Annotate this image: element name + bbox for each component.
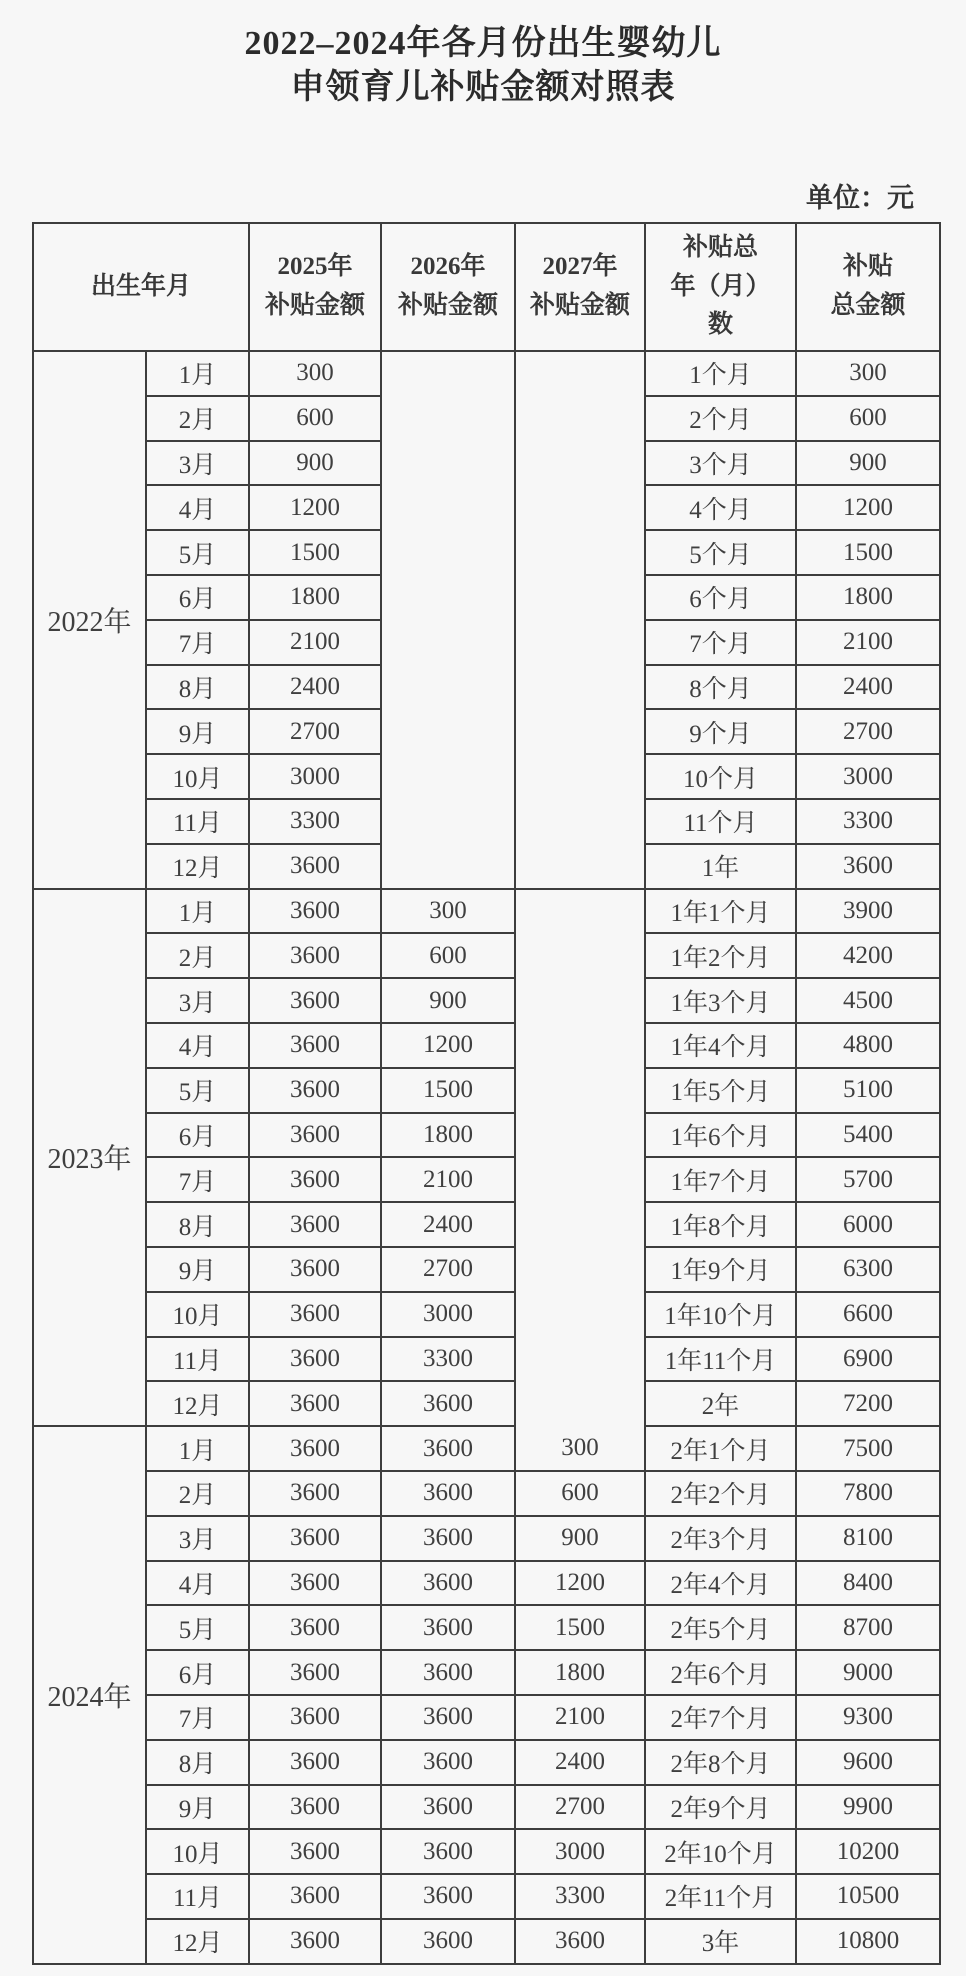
table-row xyxy=(33,1785,940,1830)
period-cell: 1年10个月 xyxy=(645,1292,796,1337)
page-title-line1: 2022–2024年各月份出生婴幼儿 xyxy=(244,25,722,62)
amount-2025-cell: 900 xyxy=(249,441,381,486)
month-cell: 7月 xyxy=(146,1695,249,1740)
month-cell: 6月 xyxy=(146,1113,249,1158)
month-cell: 10月 xyxy=(146,1292,249,1337)
total-amount-cell: 2700 xyxy=(796,709,940,754)
period-cell: 1年9个月 xyxy=(645,1247,796,1292)
amount-2025-cell: 3600 xyxy=(249,1785,381,1830)
amount-2025-cell: 3600 xyxy=(249,1740,381,1785)
period-cell: 2年10个月 xyxy=(645,1829,796,1874)
amount-2025-cell: 1800 xyxy=(249,575,381,620)
amount-2025-cell: 3600 xyxy=(249,1829,381,1874)
amount-2025-cell: 3600 xyxy=(249,1337,381,1382)
total-amount-cell: 9000 xyxy=(796,1650,940,1695)
month-cell: 1月 xyxy=(146,1426,249,1471)
amount-2025-cell: 3600 xyxy=(249,1516,381,1561)
period-cell: 9个月 xyxy=(645,709,796,754)
page-title xyxy=(0,22,966,110)
header-total-amount: 补贴 总金额 xyxy=(796,223,940,351)
period-cell: 4个月 xyxy=(645,485,796,530)
amount-2027-cell: 2700 xyxy=(515,1785,645,1830)
total-amount-cell: 5700 xyxy=(796,1157,940,1202)
table-row xyxy=(33,1292,940,1337)
table-row xyxy=(33,1919,940,1964)
table-row xyxy=(33,1874,940,1919)
amount-2025-cell: 3600 xyxy=(249,1023,381,1068)
total-amount-cell: 4800 xyxy=(796,1023,940,1068)
amount-2025-cell: 3600 xyxy=(249,1292,381,1337)
month-cell: 6月 xyxy=(146,1650,249,1695)
amount-2025-cell: 3600 xyxy=(249,1874,381,1919)
total-amount-cell: 600 xyxy=(796,396,940,441)
month-cell: 9月 xyxy=(146,1247,249,1292)
total-amount-cell: 2100 xyxy=(796,620,940,665)
month-cell: 5月 xyxy=(146,1605,249,1650)
month-cell: 3月 xyxy=(146,441,249,486)
month-cell: 9月 xyxy=(146,1785,249,1830)
period-cell: 5个月 xyxy=(645,530,796,575)
blank-2027-cell xyxy=(515,889,645,1427)
period-cell: 2年2个月 xyxy=(645,1471,796,1516)
amount-2025-cell: 3000 xyxy=(249,754,381,799)
period-cell: 1年3个月 xyxy=(645,978,796,1023)
amount-2025-cell: 600 xyxy=(249,396,381,441)
year-cell: 2023年 xyxy=(33,889,146,1427)
total-amount-cell: 300 xyxy=(796,351,940,396)
month-cell: 8月 xyxy=(146,665,249,710)
total-amount-cell: 9600 xyxy=(796,1740,940,1785)
table-row xyxy=(33,1337,940,1382)
amount-2025-cell: 300 xyxy=(249,351,381,396)
total-amount-cell: 10200 xyxy=(796,1829,940,1874)
amount-2025-cell: 3300 xyxy=(249,799,381,844)
month-cell: 5月 xyxy=(146,530,249,575)
total-amount-cell: 6600 xyxy=(796,1292,940,1337)
amount-2027-cell: 300 xyxy=(515,1426,645,1471)
amount-2027-cell: 2100 xyxy=(515,1695,645,1740)
period-cell: 2年11个月 xyxy=(645,1874,796,1919)
table-row xyxy=(33,1471,940,1516)
amount-2025-cell: 3600 xyxy=(249,1068,381,1113)
total-amount-cell: 1200 xyxy=(796,485,940,530)
amount-2025-cell: 1200 xyxy=(249,485,381,530)
amount-2027-cell: 1200 xyxy=(515,1561,645,1606)
month-cell: 7月 xyxy=(146,620,249,665)
amount-2027-cell: 3300 xyxy=(515,1874,645,1919)
unit-label: 单位：元 xyxy=(806,183,914,213)
header-row xyxy=(33,223,940,351)
amount-2026-cell: 600 xyxy=(381,933,515,978)
amount-2026-cell: 900 xyxy=(381,978,515,1023)
table-row xyxy=(33,1426,940,1471)
period-cell: 2个月 xyxy=(645,396,796,441)
total-amount-cell: 5400 xyxy=(796,1113,940,1158)
period-cell: 2年3个月 xyxy=(645,1516,796,1561)
amount-2025-cell: 3600 xyxy=(249,844,381,889)
total-amount-cell: 900 xyxy=(796,441,940,486)
amount-2026-cell: 3600 xyxy=(381,1785,515,1830)
blank-2027-cell xyxy=(515,351,645,889)
amount-2026-cell: 3600 xyxy=(381,1829,515,1874)
amount-2025-cell: 3600 xyxy=(249,889,381,934)
period-cell: 1年1个月 xyxy=(645,889,796,934)
month-cell: 8月 xyxy=(146,1202,249,1247)
month-cell: 6月 xyxy=(146,575,249,620)
table-row xyxy=(33,1202,940,1247)
amount-2026-cell: 1500 xyxy=(381,1068,515,1113)
table-row xyxy=(33,1605,940,1650)
amount-2027-cell: 600 xyxy=(515,1471,645,1516)
month-cell: 10月 xyxy=(146,754,249,799)
period-cell: 3年 xyxy=(645,1919,796,1964)
amount-2026-cell: 3300 xyxy=(381,1337,515,1382)
subsidy-table xyxy=(32,222,941,1965)
amount-2026-cell: 1200 xyxy=(381,1023,515,1068)
amount-2025-cell: 3600 xyxy=(249,978,381,1023)
month-cell: 5月 xyxy=(146,1068,249,1113)
amount-2025-cell: 2400 xyxy=(249,665,381,710)
year-cell: 2024年 xyxy=(33,1426,146,1964)
total-amount-cell: 8400 xyxy=(796,1561,940,1606)
table-row xyxy=(33,1695,940,1740)
table-body xyxy=(33,351,940,1964)
amount-2025-cell: 3600 xyxy=(249,1113,381,1158)
table-row xyxy=(33,1023,940,1068)
amount-2025-cell: 2700 xyxy=(249,709,381,754)
table-row xyxy=(33,1247,940,1292)
amount-2025-cell: 3600 xyxy=(249,1247,381,1292)
total-amount-cell: 6300 xyxy=(796,1247,940,1292)
amount-2025-cell: 3600 xyxy=(249,1650,381,1695)
total-amount-cell: 10800 xyxy=(796,1919,940,1964)
blank-2026-cell xyxy=(381,351,515,889)
amount-2026-cell: 3600 xyxy=(381,1561,515,1606)
amount-2025-cell: 3600 xyxy=(249,1695,381,1740)
period-cell: 1年8个月 xyxy=(645,1202,796,1247)
total-amount-cell: 9300 xyxy=(796,1695,940,1740)
amount-2026-cell: 2400 xyxy=(381,1202,515,1247)
month-cell: 7月 xyxy=(146,1157,249,1202)
period-cell: 8个月 xyxy=(645,665,796,710)
amount-2025-cell: 3600 xyxy=(249,1381,381,1426)
amount-2026-cell: 2700 xyxy=(381,1247,515,1292)
month-cell: 2月 xyxy=(146,1471,249,1516)
period-cell: 1年6个月 xyxy=(645,1113,796,1158)
table-row xyxy=(33,1381,940,1426)
month-cell: 9月 xyxy=(146,709,249,754)
amount-2025-cell: 3600 xyxy=(249,1561,381,1606)
total-amount-cell: 2400 xyxy=(796,665,940,710)
total-amount-cell: 6000 xyxy=(796,1202,940,1247)
table-row xyxy=(33,933,940,978)
amount-2026-cell: 3000 xyxy=(381,1292,515,1337)
table-row xyxy=(33,1650,940,1695)
total-amount-cell: 7500 xyxy=(796,1426,940,1471)
month-cell: 4月 xyxy=(146,1023,249,1068)
month-cell: 11月 xyxy=(146,799,249,844)
header-2026-amount: 2026年 补贴金额 xyxy=(381,223,515,351)
amount-2025-cell: 3600 xyxy=(249,1919,381,1964)
amount-2026-cell: 3600 xyxy=(381,1516,515,1561)
amount-2026-cell: 3600 xyxy=(381,1426,515,1471)
amount-2025-cell: 3600 xyxy=(249,933,381,978)
table-row xyxy=(33,1157,940,1202)
period-cell: 2年 xyxy=(645,1381,796,1426)
month-cell: 1月 xyxy=(146,351,249,396)
table-row xyxy=(33,1740,940,1785)
month-cell: 3月 xyxy=(146,1516,249,1561)
amount-2025-cell: 1500 xyxy=(249,530,381,575)
table-row xyxy=(33,1829,940,1874)
period-cell: 2年7个月 xyxy=(645,1695,796,1740)
table-row xyxy=(33,978,940,1023)
total-amount-cell: 1800 xyxy=(796,575,940,620)
month-cell: 12月 xyxy=(146,1919,249,1964)
amount-2026-cell: 3600 xyxy=(381,1605,515,1650)
period-cell: 1年11个月 xyxy=(645,1337,796,1382)
period-cell: 2年4个月 xyxy=(645,1561,796,1606)
month-cell: 12月 xyxy=(146,844,249,889)
amount-2026-cell: 3600 xyxy=(381,1381,515,1426)
table-row xyxy=(33,1561,940,1606)
total-amount-cell: 9900 xyxy=(796,1785,940,1830)
amount-2026-cell: 3600 xyxy=(381,1695,515,1740)
period-cell: 2年8个月 xyxy=(645,1740,796,1785)
header-birth-date: 出生年月 xyxy=(33,223,249,351)
period-cell: 10个月 xyxy=(645,754,796,799)
total-amount-cell: 3000 xyxy=(796,754,940,799)
table-header xyxy=(33,223,940,351)
table-row xyxy=(33,1068,940,1113)
period-cell: 1个月 xyxy=(645,351,796,396)
period-cell: 1年 xyxy=(645,844,796,889)
total-amount-cell: 7800 xyxy=(796,1471,940,1516)
header-total-period: 补贴总 年（月） 数 xyxy=(645,223,796,351)
month-cell: 2月 xyxy=(146,933,249,978)
month-cell: 11月 xyxy=(146,1874,249,1919)
amount-2026-cell: 2100 xyxy=(381,1157,515,1202)
amount-2025-cell: 2100 xyxy=(249,620,381,665)
amount-2026-cell: 3600 xyxy=(381,1471,515,1516)
amount-2025-cell: 3600 xyxy=(249,1202,381,1247)
period-cell: 2年9个月 xyxy=(645,1785,796,1830)
period-cell: 2年1个月 xyxy=(645,1426,796,1471)
period-cell: 1年7个月 xyxy=(645,1157,796,1202)
month-cell: 2月 xyxy=(146,396,249,441)
amount-2025-cell: 3600 xyxy=(249,1605,381,1650)
total-amount-cell: 8100 xyxy=(796,1516,940,1561)
month-cell: 4月 xyxy=(146,1561,249,1606)
period-cell: 6个月 xyxy=(645,575,796,620)
table-row xyxy=(33,1113,940,1158)
period-cell: 2年6个月 xyxy=(645,1650,796,1695)
amount-2026-cell: 3600 xyxy=(381,1874,515,1919)
amount-2026-cell: 300 xyxy=(381,889,515,934)
amount-2026-cell: 3600 xyxy=(381,1919,515,1964)
month-cell: 10月 xyxy=(146,1829,249,1874)
period-cell: 1年5个月 xyxy=(645,1068,796,1113)
month-cell: 8月 xyxy=(146,1740,249,1785)
period-cell: 3个月 xyxy=(645,441,796,486)
amount-2025-cell: 3600 xyxy=(249,1157,381,1202)
amount-2027-cell: 1500 xyxy=(515,1605,645,1650)
total-amount-cell: 10500 xyxy=(796,1874,940,1919)
month-cell: 1月 xyxy=(146,889,249,934)
total-amount-cell: 3300 xyxy=(796,799,940,844)
period-cell: 11个月 xyxy=(645,799,796,844)
total-amount-cell: 1500 xyxy=(796,530,940,575)
period-cell: 1年2个月 xyxy=(645,933,796,978)
total-amount-cell: 3600 xyxy=(796,844,940,889)
total-amount-cell: 5100 xyxy=(796,1068,940,1113)
amount-2026-cell: 1800 xyxy=(381,1113,515,1158)
total-amount-cell: 4500 xyxy=(796,978,940,1023)
amount-2025-cell: 3600 xyxy=(249,1471,381,1516)
amount-2027-cell: 2400 xyxy=(515,1740,645,1785)
month-cell: 4月 xyxy=(146,485,249,530)
total-amount-cell: 8700 xyxy=(796,1605,940,1650)
page-title-line2: 申领育儿补贴金额对照表 xyxy=(290,69,676,106)
amount-2025-cell: 3600 xyxy=(249,1426,381,1471)
amount-2027-cell: 3000 xyxy=(515,1829,645,1874)
header-2027-amount: 2027年 补贴金额 xyxy=(515,223,645,351)
year-cell: 2022年 xyxy=(33,351,146,889)
table-row xyxy=(33,351,940,396)
total-amount-cell: 3900 xyxy=(796,889,940,934)
month-cell: 11月 xyxy=(146,1337,249,1382)
amount-2027-cell: 900 xyxy=(515,1516,645,1561)
total-amount-cell: 6900 xyxy=(796,1337,940,1382)
month-cell: 3月 xyxy=(146,978,249,1023)
total-amount-cell: 7200 xyxy=(796,1381,940,1426)
amount-2026-cell: 3600 xyxy=(381,1650,515,1695)
table-row xyxy=(33,889,940,934)
period-cell: 1年4个月 xyxy=(645,1023,796,1068)
table-row xyxy=(33,1516,940,1561)
header-2025-amount: 2025年 补贴金额 xyxy=(249,223,381,351)
amount-2027-cell: 3600 xyxy=(515,1919,645,1964)
amount-2027-cell: 1800 xyxy=(515,1650,645,1695)
month-cell: 12月 xyxy=(146,1381,249,1426)
period-cell: 2年5个月 xyxy=(645,1605,796,1650)
total-amount-cell: 4200 xyxy=(796,933,940,978)
period-cell: 7个月 xyxy=(645,620,796,665)
amount-2026-cell: 3600 xyxy=(381,1740,515,1785)
